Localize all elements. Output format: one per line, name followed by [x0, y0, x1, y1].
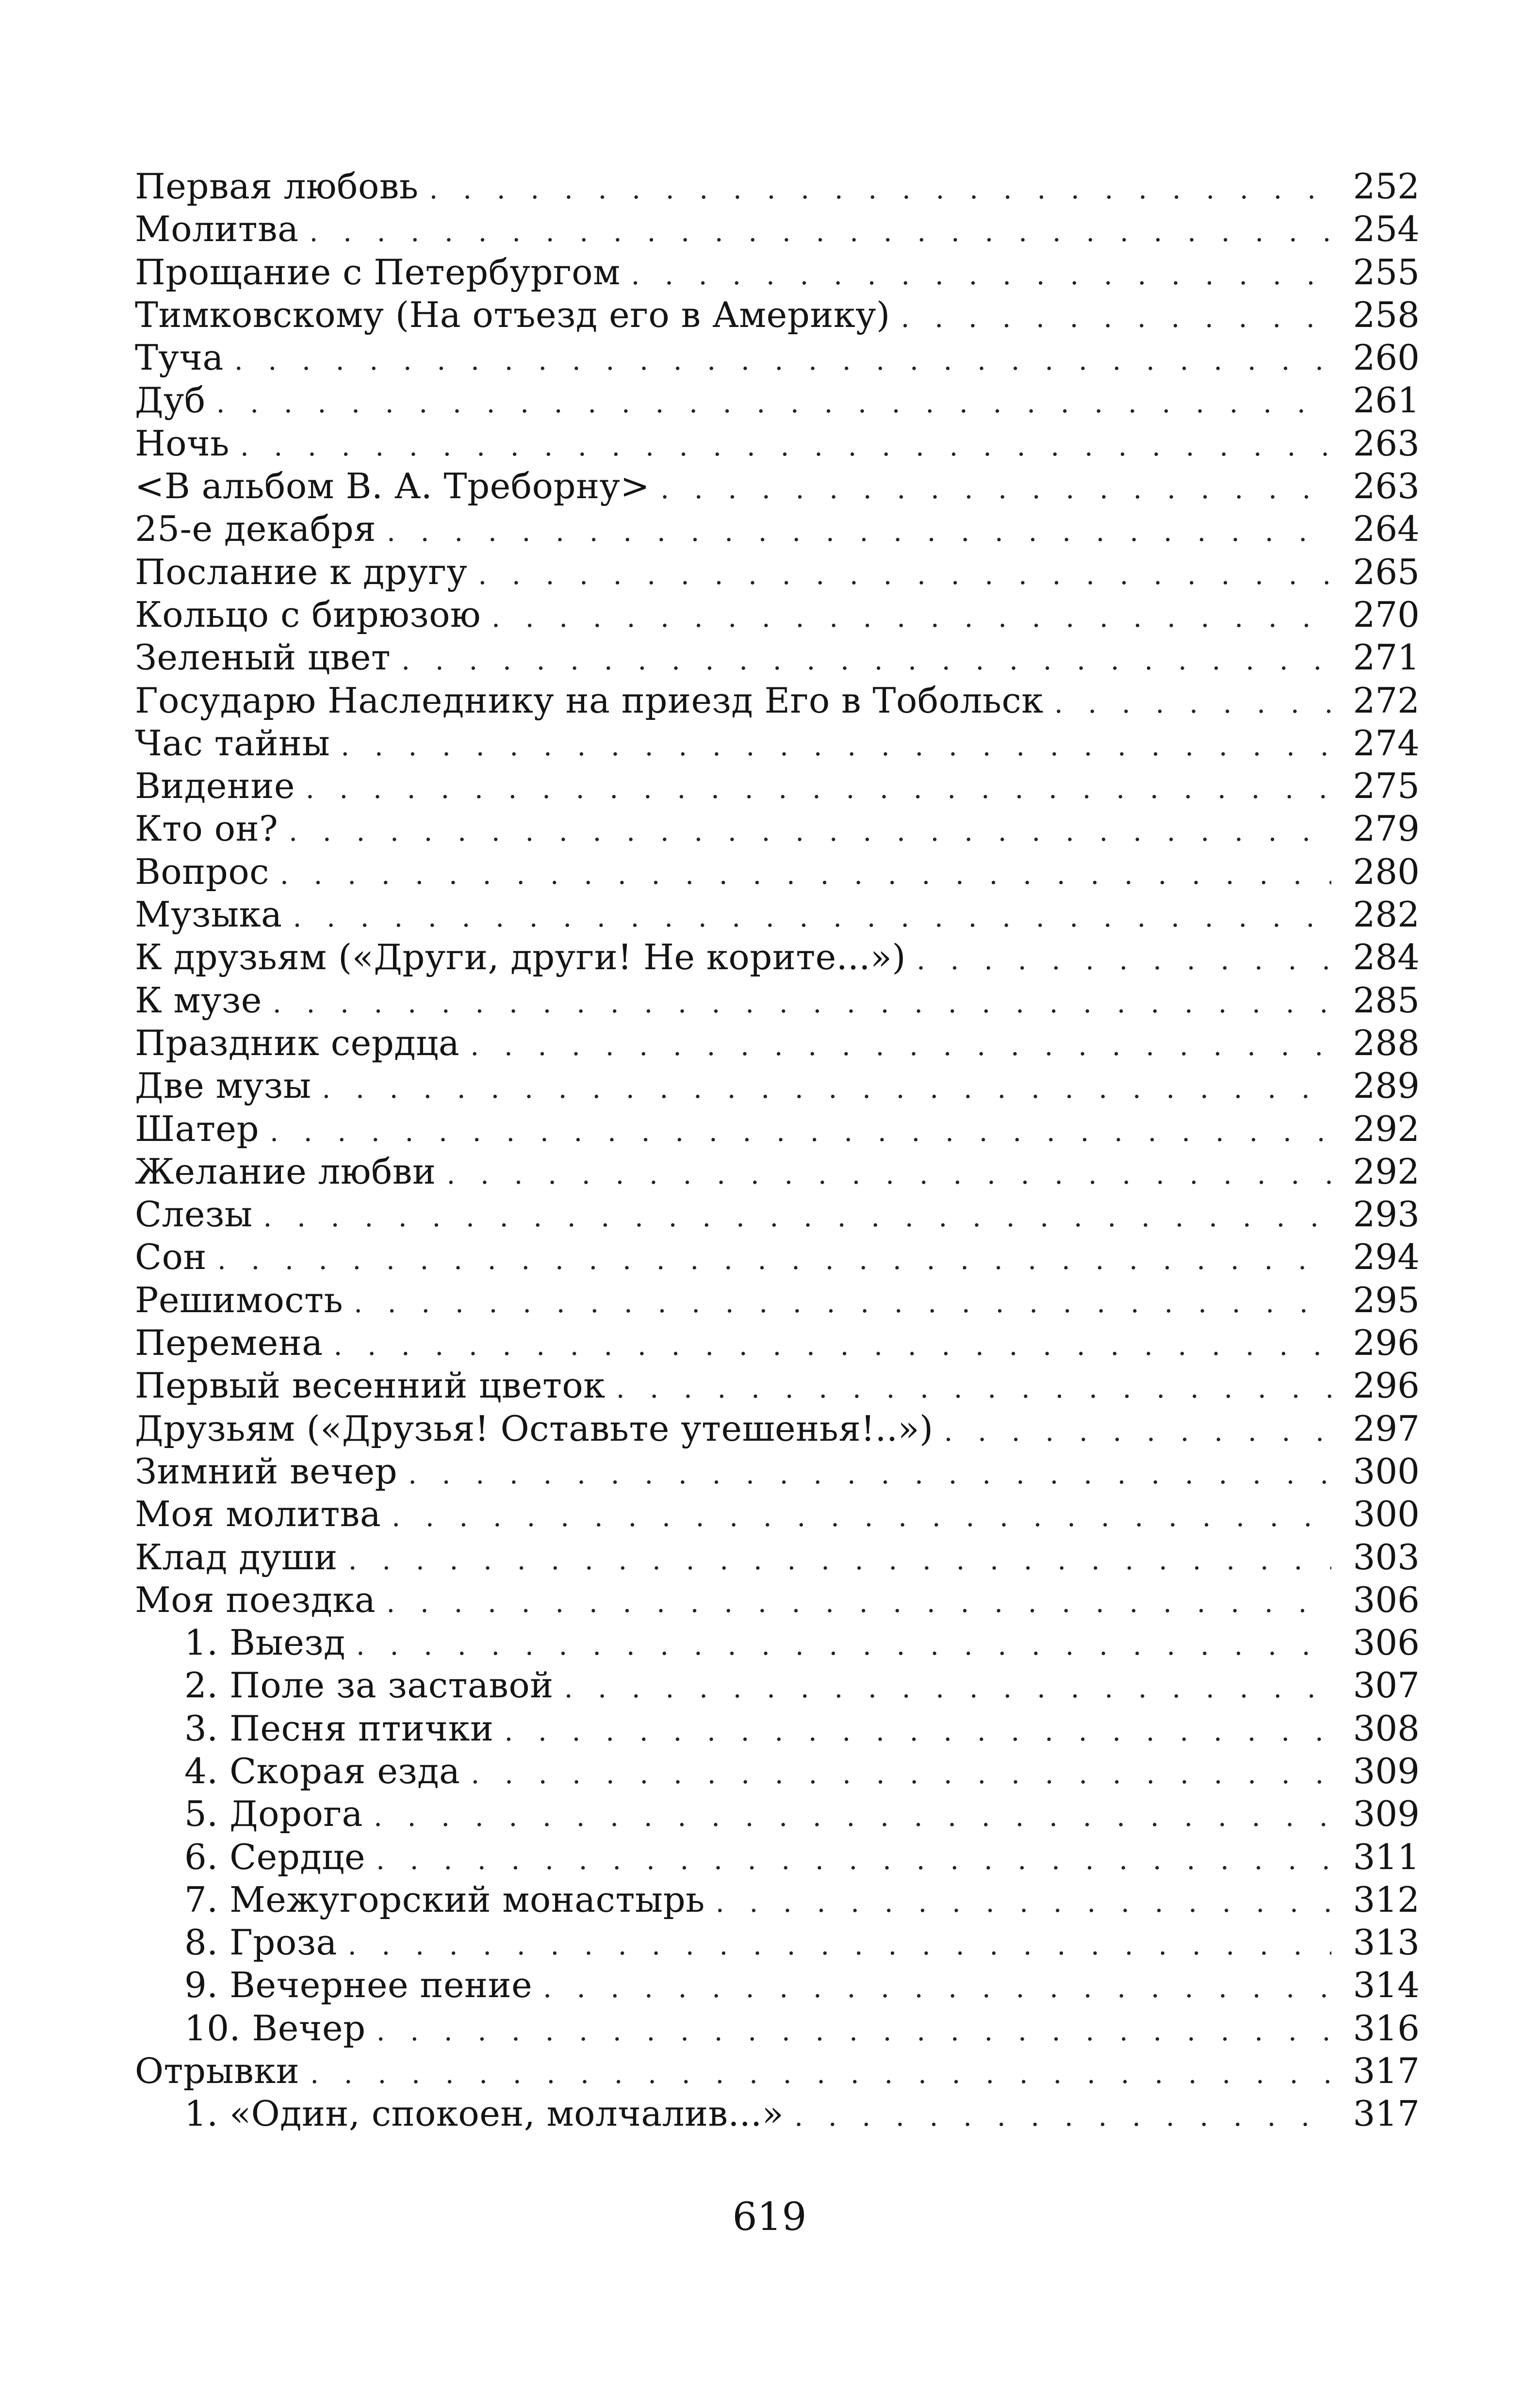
dot-leader: [341, 725, 1331, 768]
toc-entry: [135, 507, 1420, 550]
toc-entry-title: Перемена: [135, 1322, 323, 1364]
toc-entry-title: 1. «Один, спокоен, молчалив...»: [184, 2093, 784, 2134]
toc-subentry: [135, 1878, 1420, 1921]
toc-entry: [135, 293, 1420, 336]
toc-entry-title: Решимость: [135, 1279, 344, 1320]
toc-entry-title: Слезы: [135, 1194, 253, 1235]
toc-entry: [135, 979, 1420, 1022]
page-number: 619: [732, 2194, 807, 2239]
toc-entry-page: 300: [1353, 1494, 1420, 1535]
dot-leader: [716, 1882, 1331, 1924]
toc-entry-title: Туча: [135, 337, 224, 378]
dot-leader: [901, 297, 1331, 340]
toc-entry: [135, 1064, 1420, 1107]
dot-leader: [471, 1753, 1331, 1796]
toc-entry-title: Зеленый цвет: [135, 637, 391, 678]
toc-subentry: [135, 1836, 1420, 1878]
toc-subentry: [135, 1621, 1420, 1664]
toc-entry-title: Прощание с Петербургом: [135, 251, 621, 293]
toc-entry-page: 311: [1353, 1836, 1420, 1877]
toc-entry: [135, 422, 1420, 465]
toc-entry-title: К друзьям («Други, други! Не корите...»): [135, 937, 906, 978]
dot-leader: [374, 1796, 1331, 1839]
toc-entry: [135, 551, 1420, 593]
toc-entry-page: 313: [1353, 1922, 1420, 1963]
toc-entry-page: 306: [1353, 1622, 1420, 1663]
toc-entry: [135, 1407, 1420, 1450]
toc-entry-page: 300: [1353, 1450, 1420, 1492]
toc-entry-page: 284: [1353, 937, 1420, 978]
dot-leader: [917, 939, 1331, 982]
toc-entry-page: 265: [1353, 551, 1420, 592]
dot-leader: [794, 2096, 1331, 2138]
toc-entry: [135, 1450, 1420, 1493]
toc-entry-title: Музыка: [135, 894, 282, 935]
dot-leader: [387, 511, 1331, 553]
toc-entry: [135, 1279, 1420, 1321]
toc-entry-title: Кольцо с бирюзою: [135, 594, 481, 635]
toc-entry-title: 4. Скорая езда: [184, 1750, 460, 1791]
toc-entry-title: 1. Выезд: [184, 1622, 346, 1663]
toc-entry-title: Сон: [135, 1237, 207, 1278]
dot-leader: [376, 1839, 1331, 1882]
toc-entry-page: 264: [1353, 508, 1420, 550]
toc-subentry: [135, 1792, 1420, 1835]
dot-leader: [280, 854, 1331, 896]
toc-entry-title: <В альбом В. А. Треборну>: [135, 466, 650, 507]
toc-entry-page: 317: [1353, 2093, 1420, 2134]
dot-leader: [310, 211, 1331, 254]
toc-entry-title: Моя поездка: [135, 1579, 376, 1620]
toc-entry-title: Праздник сердца: [135, 1022, 460, 1063]
toc-entry-title: Отрывки: [135, 2050, 300, 2092]
toc-entry-page: 309: [1353, 1793, 1420, 1835]
toc-subentry: [135, 2092, 1420, 2135]
toc-entry-page: 294: [1353, 1237, 1420, 1278]
dot-leader: [322, 1068, 1331, 1110]
dot-leader: [386, 1582, 1331, 1625]
toc-entry-title: 10. Вечер: [184, 2007, 366, 2049]
toc-entry-title: 25-е декабря: [135, 508, 377, 550]
toc-entry-title: Дуб: [135, 380, 206, 421]
dot-leader: [478, 554, 1331, 597]
toc-entry: [135, 379, 1420, 422]
toc-entry-title: Шатер: [135, 1108, 260, 1149]
toc-entry-title: 9. Вечернее пение: [184, 1965, 533, 2006]
toc-entry-title: 7. Межугорский монастырь: [184, 1879, 705, 1920]
dot-leader: [944, 1411, 1331, 1453]
toc-entry-page: 292: [1353, 1151, 1420, 1192]
dot-leader: [348, 1539, 1331, 1582]
toc-entry-page: 288: [1353, 1022, 1420, 1063]
toc-entry-page: 306: [1353, 1579, 1420, 1620]
toc-entry-title: Первая любовь: [135, 166, 419, 207]
toc-entry: [135, 465, 1420, 507]
toc-entry: [135, 765, 1420, 807]
dot-leader: [293, 896, 1331, 939]
toc-entry-page: 272: [1353, 680, 1420, 721]
dot-leader: [491, 597, 1331, 639]
toc-entry-page: 255: [1353, 251, 1420, 293]
toc-entry-page: 309: [1353, 1750, 1420, 1791]
toc-entry-page: 260: [1353, 337, 1420, 378]
toc-entry-page: 274: [1353, 722, 1420, 764]
toc-entry-page: 252: [1353, 166, 1420, 207]
toc-entry-page: 275: [1353, 765, 1420, 807]
toc-entry: [135, 893, 1420, 936]
toc-entry-title: Моя молитва: [135, 1494, 381, 1535]
toc-entry-page: 263: [1353, 423, 1420, 464]
toc-entry: [135, 1193, 1420, 1236]
toc-subentry: [135, 1750, 1420, 1792]
toc-entry-title: Послание к другу: [135, 551, 468, 592]
toc-entry: [135, 1150, 1420, 1193]
toc-entry: [135, 636, 1420, 679]
toc-entry: [135, 1364, 1420, 1407]
table-of-contents: [135, 165, 1420, 2135]
toc-subentry: [135, 2007, 1420, 2050]
dot-leader: [310, 2053, 1331, 2096]
dot-leader: [543, 1967, 1331, 2010]
dot-leader: [564, 1667, 1331, 1710]
toc-entry: [135, 1536, 1420, 1578]
toc-entry-page: 297: [1353, 1408, 1420, 1449]
toc-entry-page: 263: [1353, 466, 1420, 507]
dot-leader: [631, 254, 1331, 297]
dot-leader: [470, 1025, 1331, 1068]
dot-leader: [216, 382, 1331, 425]
dot-leader: [356, 1625, 1331, 1667]
toc-entry: [135, 850, 1420, 893]
toc-entry-title: Кто он?: [135, 808, 278, 849]
toc-entry-page: 317: [1353, 2050, 1420, 2092]
dot-leader: [392, 1496, 1331, 1539]
toc-entry-title: Видение: [135, 765, 295, 807]
toc-entry-title: Час тайны: [135, 722, 330, 764]
toc-entry-page: 312: [1353, 1879, 1420, 1920]
toc-entry-title: Ночь: [135, 423, 229, 464]
toc-entry: [135, 208, 1420, 250]
dot-leader: [377, 2010, 1331, 2053]
toc-entry: [135, 1578, 1420, 1621]
dot-leader: [616, 1367, 1331, 1410]
dot-leader: [273, 982, 1331, 1025]
toc-entry-title: Желание любви: [135, 1151, 436, 1192]
dot-leader: [408, 1453, 1331, 1496]
toc-entry-title: 2. Поле за заставой: [184, 1665, 554, 1706]
toc-entry-title: Две музы: [135, 1065, 311, 1106]
toc-entry: [135, 807, 1420, 850]
toc-entry-page: 293: [1353, 1194, 1420, 1235]
toc-entry-page: 270: [1353, 594, 1420, 635]
toc-entry-title: Зимний вечер: [135, 1450, 398, 1492]
dot-leader: [660, 468, 1331, 511]
toc-entry-page: 282: [1353, 894, 1420, 935]
toc-entry-title: Клад души: [135, 1536, 338, 1578]
toc-entry: [135, 1493, 1420, 1535]
toc-entry: [135, 1107, 1420, 1150]
toc-entry-page: 308: [1353, 1708, 1420, 1749]
toc-entry-page: 314: [1353, 1965, 1420, 2006]
dot-leader: [217, 1239, 1331, 1282]
toc-entry-title: 3. Песня птички: [184, 1708, 494, 1749]
dot-leader: [289, 811, 1331, 853]
toc-entry-title: 5. Дорога: [184, 1793, 363, 1835]
toc-entry-page: 296: [1353, 1322, 1420, 1364]
toc-entry-page: 303: [1353, 1536, 1420, 1578]
toc-entry-title: 8. Гроза: [184, 1922, 337, 1963]
toc-entry: [135, 593, 1420, 636]
dot-leader: [270, 1111, 1331, 1154]
dot-leader: [263, 1196, 1331, 1239]
toc-entry-title: Государю Наследнику на приезд Его в Тобольск: [135, 680, 1044, 721]
toc-entry-page: 279: [1353, 808, 1420, 849]
toc-entry: [135, 679, 1420, 722]
dot-leader: [401, 639, 1331, 682]
toc-entry-page: 258: [1353, 294, 1420, 335]
toc-entry-title: Первый весенний цветок: [135, 1365, 606, 1406]
toc-entry-title: Вопрос: [135, 851, 270, 892]
dot-leader: [446, 1154, 1331, 1196]
toc-entry-page: 316: [1353, 2007, 1420, 2049]
toc-entry: [135, 336, 1420, 379]
toc-subentry: [135, 1664, 1420, 1707]
toc-entry: [135, 1321, 1420, 1364]
toc-entry: [135, 722, 1420, 765]
dot-leader: [348, 1924, 1331, 1967]
toc-entry-title: Друзьям («Друзья! Оставьте утешенья!..»): [135, 1408, 933, 1449]
toc-entry-title: К музе: [135, 979, 262, 1021]
toc-entry-page: 271: [1353, 637, 1420, 678]
toc-entry-page: 292: [1353, 1108, 1420, 1149]
dot-leader: [354, 1282, 1331, 1325]
toc-entry-title: Молитва: [135, 209, 299, 250]
toc-entry-page: 285: [1353, 979, 1420, 1021]
toc-entry: [135, 1022, 1420, 1064]
toc-subentry: [135, 1964, 1420, 2006]
toc-entry: [135, 2050, 1420, 2092]
dot-leader: [240, 425, 1331, 468]
dot-leader: [234, 340, 1331, 382]
toc-entry: [135, 936, 1420, 978]
toc-entry-page: 296: [1353, 1365, 1420, 1406]
toc-entry-title: 6. Сердце: [184, 1836, 366, 1877]
dot-leader: [334, 1325, 1331, 1367]
toc-subentry: [135, 1921, 1420, 1964]
toc-entry-page: 280: [1353, 851, 1420, 892]
toc-entry: [135, 165, 1420, 208]
dot-leader: [306, 768, 1331, 811]
toc-entry: [135, 251, 1420, 293]
toc-entry-title: Тимковскому (На отъезд его в Америку): [135, 294, 890, 335]
toc-entry-page: 289: [1353, 1065, 1420, 1106]
toc-entry-page: 254: [1353, 209, 1420, 250]
dot-leader: [1054, 683, 1331, 725]
toc-entry-page: 307: [1353, 1665, 1420, 1706]
toc-entry-page: 295: [1353, 1279, 1420, 1320]
dot-leader: [505, 1710, 1332, 1753]
dot-leader: [429, 168, 1331, 211]
toc-entry-page: 261: [1353, 380, 1420, 421]
toc-subentry: [135, 1707, 1420, 1750]
toc-entry: [135, 1236, 1420, 1278]
